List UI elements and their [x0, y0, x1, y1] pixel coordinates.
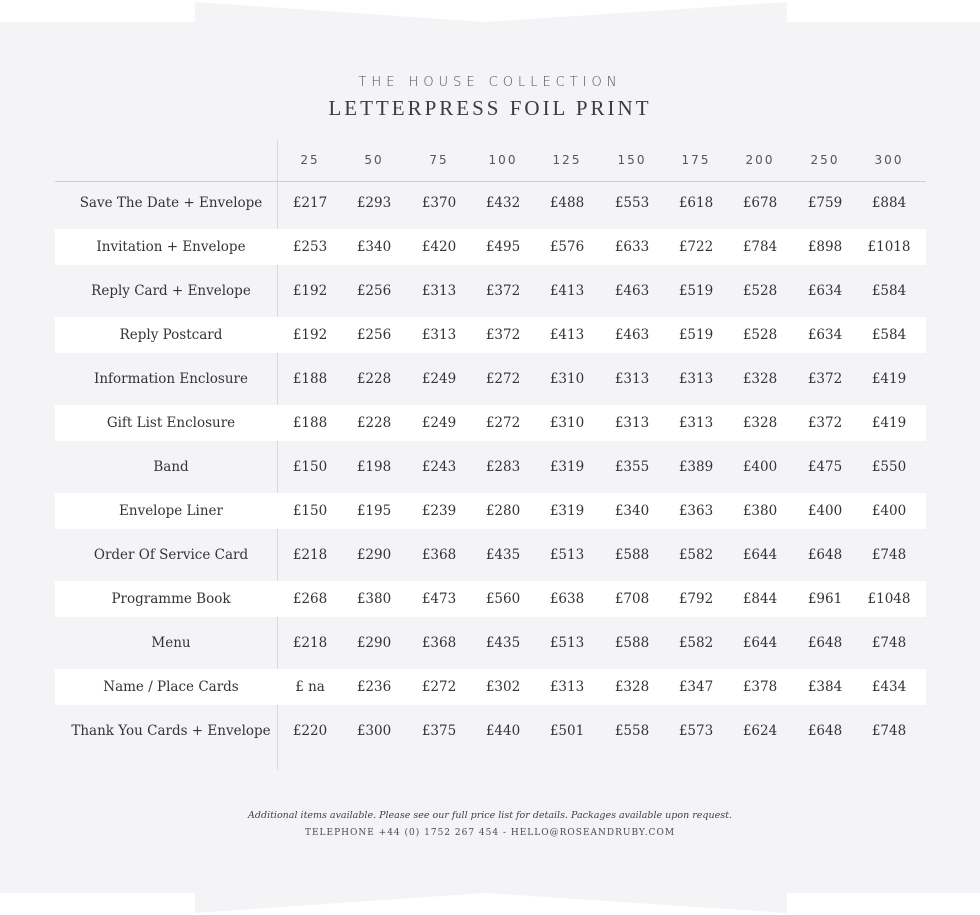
- item-name: Save The Date + Envelope: [79, 195, 263, 211]
- price-table: [55, 140, 926, 749]
- table-row: [55, 185, 926, 221]
- qty-header: 200: [745, 153, 775, 167]
- price-cell: £419: [871, 415, 907, 431]
- price-cell: £363: [678, 503, 714, 519]
- item-name: Reply Card + Envelope: [91, 283, 251, 299]
- price-cell: £488: [549, 195, 585, 211]
- price-cell: £220: [292, 723, 328, 739]
- price-cell: £844: [742, 591, 778, 607]
- price-cell: £328: [614, 679, 650, 695]
- price-cell: £435: [485, 547, 521, 563]
- price-cell: £748: [871, 723, 907, 739]
- price-cell: £384: [807, 679, 843, 695]
- qty-header: 50: [364, 153, 384, 167]
- table-row: [55, 229, 926, 265]
- table-row: [55, 537, 926, 573]
- footer-contact: TELEPHONE +44 (0) 1752 267 454 - HELLO@ROSEANDRUBY.COM: [304, 828, 676, 838]
- price-cell: £198: [356, 459, 392, 475]
- price-cell: £648: [807, 547, 843, 563]
- price-cell: £584: [871, 283, 907, 299]
- price-cell: £280: [485, 503, 521, 519]
- price-cell: £370: [421, 195, 457, 211]
- price-cell: £792: [678, 591, 714, 607]
- price-cell: £253: [292, 239, 328, 255]
- price-cell: £319: [549, 503, 585, 519]
- price-cell: £192: [292, 327, 328, 343]
- price-cell: £290: [356, 635, 392, 651]
- price-cell: £748: [871, 635, 907, 651]
- price-cell: £573: [678, 723, 714, 739]
- price-cell: £340: [614, 503, 650, 519]
- price-cell: £313: [678, 415, 714, 431]
- price-cell: £435: [485, 635, 521, 651]
- item-name: Name / Place Cards: [103, 679, 239, 695]
- price-cell: £272: [485, 371, 521, 387]
- table-row: [55, 449, 926, 485]
- price-cell: £ na: [295, 679, 325, 695]
- price-cell: £748: [871, 547, 907, 563]
- price-cell: £634: [807, 283, 843, 299]
- price-cell: £218: [292, 547, 328, 563]
- price-cell: £380: [356, 591, 392, 607]
- price-cell: £218: [292, 635, 328, 651]
- price-cell: £400: [871, 503, 907, 519]
- price-cell: £558: [614, 723, 650, 739]
- price-cell: £634: [807, 327, 843, 343]
- price-cell: £400: [742, 459, 778, 475]
- price-cell: £1048: [867, 591, 911, 607]
- table-row: [55, 713, 926, 749]
- price-cell: £584: [871, 327, 907, 343]
- footer-note: Additional items available. Please see our full price list for details. Packages available upon request.: [248, 810, 732, 821]
- table-row: [55, 405, 926, 441]
- price-cell: £217: [292, 195, 328, 211]
- price-cell: £283: [485, 459, 521, 475]
- price-cell: £150: [292, 503, 328, 519]
- price-cell: £528: [742, 283, 778, 299]
- price-cell: £313: [421, 283, 457, 299]
- price-cell: £375: [421, 723, 457, 739]
- price-cell: £313: [678, 371, 714, 387]
- price-cell: £638: [549, 591, 585, 607]
- price-cell: £588: [614, 547, 650, 563]
- price-cell: £300: [356, 723, 392, 739]
- price-rows: [55, 185, 926, 749]
- price-cell: £884: [871, 195, 907, 211]
- qty-header: 75: [429, 153, 449, 167]
- price-cell: £528: [742, 327, 778, 343]
- price-cell: £188: [292, 371, 328, 387]
- price-cell: £228: [356, 415, 392, 431]
- header-spacer: [55, 140, 278, 181]
- table-row: [55, 625, 926, 661]
- price-cell: £328: [742, 371, 778, 387]
- collection-name: THE HOUSE COLLECTION: [358, 75, 622, 90]
- price-cell: £400: [807, 503, 843, 519]
- item-name: Programme Book: [111, 591, 231, 607]
- price-cell: £434: [871, 679, 907, 695]
- price-cell: £961: [807, 591, 843, 607]
- price-cell: £313: [549, 679, 585, 695]
- price-cell: £413: [549, 283, 585, 299]
- price-cell: £501: [549, 723, 585, 739]
- price-cell: £228: [356, 371, 392, 387]
- table-row: [55, 273, 926, 309]
- item-name: Band: [153, 459, 189, 475]
- price-cell: £432: [485, 195, 521, 211]
- price-cell: £519: [678, 327, 714, 343]
- price-cell: £302: [485, 679, 521, 695]
- price-cell: £239: [421, 503, 457, 519]
- quantity-header-row: [55, 140, 926, 182]
- price-cell: £372: [485, 327, 521, 343]
- price-cell: £678: [742, 195, 778, 211]
- price-cell: £624: [742, 723, 778, 739]
- price-cell: £347: [678, 679, 714, 695]
- price-cell: £188: [292, 415, 328, 431]
- price-cell: £192: [292, 283, 328, 299]
- price-cell: £553: [614, 195, 650, 211]
- price-cell: £328: [742, 415, 778, 431]
- price-cell: £378: [742, 679, 778, 695]
- item-name: Reply Postcard: [119, 327, 223, 343]
- price-cell: £272: [421, 679, 457, 695]
- table-row: [55, 669, 926, 705]
- price-cell: £293: [356, 195, 392, 211]
- price-cell: £249: [421, 415, 457, 431]
- qty-header: 250: [810, 153, 840, 167]
- price-cell: £440: [485, 723, 521, 739]
- price-cell: £355: [614, 459, 650, 475]
- price-cell: £633: [614, 239, 650, 255]
- price-cell: £519: [678, 283, 714, 299]
- price-cell: £495: [485, 239, 521, 255]
- item-name: Invitation + Envelope: [96, 239, 246, 255]
- page-title: LETTERPRESS FOIL PRINT: [328, 96, 652, 120]
- price-cell: £368: [421, 547, 457, 563]
- price-cell: £759: [807, 195, 843, 211]
- price-cell: £413: [549, 327, 585, 343]
- price-cell: £708: [614, 591, 650, 607]
- price-cell: £368: [421, 635, 457, 651]
- item-name: Envelope Liner: [119, 503, 223, 519]
- qty-header: 300: [874, 153, 904, 167]
- price-cell: £475: [807, 459, 843, 475]
- qty-header: 175: [681, 153, 711, 167]
- price-cell: £340: [356, 239, 392, 255]
- price-cell: £236: [356, 679, 392, 695]
- price-cell: £463: [614, 327, 650, 343]
- price-cell: £310: [549, 371, 585, 387]
- qty-header: 100: [488, 153, 518, 167]
- table-row: [55, 581, 926, 617]
- price-cell: £648: [807, 723, 843, 739]
- price-cell: £195: [356, 503, 392, 519]
- price-cell: £313: [614, 371, 650, 387]
- price-cell: £419: [871, 371, 907, 387]
- price-cell: £588: [614, 635, 650, 651]
- price-cell: £644: [742, 547, 778, 563]
- item-name: Gift List Enclosure: [106, 415, 236, 431]
- price-cell: £550: [871, 459, 907, 475]
- price-cell: £582: [678, 635, 714, 651]
- qty-header: 150: [617, 153, 647, 167]
- price-cell: £319: [549, 459, 585, 475]
- price-cell: £648: [807, 635, 843, 651]
- price-cell: £310: [549, 415, 585, 431]
- price-cell: £463: [614, 283, 650, 299]
- price-cell: £898: [807, 239, 843, 255]
- item-name: Order Of Service Card: [93, 547, 249, 563]
- price-cell: £243: [421, 459, 457, 475]
- price-cell: £473: [421, 591, 457, 607]
- price-cell: £576: [549, 239, 585, 255]
- price-cell: £290: [356, 547, 392, 563]
- qty-header: 125: [552, 153, 582, 167]
- item-name: Menu: [151, 635, 191, 651]
- price-cell: £256: [356, 327, 392, 343]
- price-cell: £380: [742, 503, 778, 519]
- price-cell: £256: [356, 283, 392, 299]
- price-cell: £313: [421, 327, 457, 343]
- price-cell: £249: [421, 371, 457, 387]
- item-name: Thank You Cards + Envelope: [71, 723, 271, 739]
- table-row: [55, 317, 926, 353]
- price-cell: £582: [678, 547, 714, 563]
- price-cell: £272: [485, 415, 521, 431]
- price-cell: £372: [485, 283, 521, 299]
- table-row: [55, 361, 926, 397]
- price-cell: £1018: [867, 239, 911, 255]
- price-cell: £389: [678, 459, 714, 475]
- price-cell: £372: [807, 371, 843, 387]
- qty-header: 25: [300, 153, 320, 167]
- price-cell: £722: [678, 239, 714, 255]
- price-cell: £268: [292, 591, 328, 607]
- price-cell: £420: [421, 239, 457, 255]
- price-cell: £513: [549, 635, 585, 651]
- price-cell: £560: [485, 591, 521, 607]
- item-name: Information Enclosure: [94, 371, 248, 387]
- price-cell: £618: [678, 195, 714, 211]
- price-cell: £372: [807, 415, 843, 431]
- price-cell: £150: [292, 459, 328, 475]
- price-cell: £784: [742, 239, 778, 255]
- price-cell: £313: [614, 415, 650, 431]
- price-cell: £513: [549, 547, 585, 563]
- table-row: [55, 493, 926, 529]
- price-cell: £644: [742, 635, 778, 651]
